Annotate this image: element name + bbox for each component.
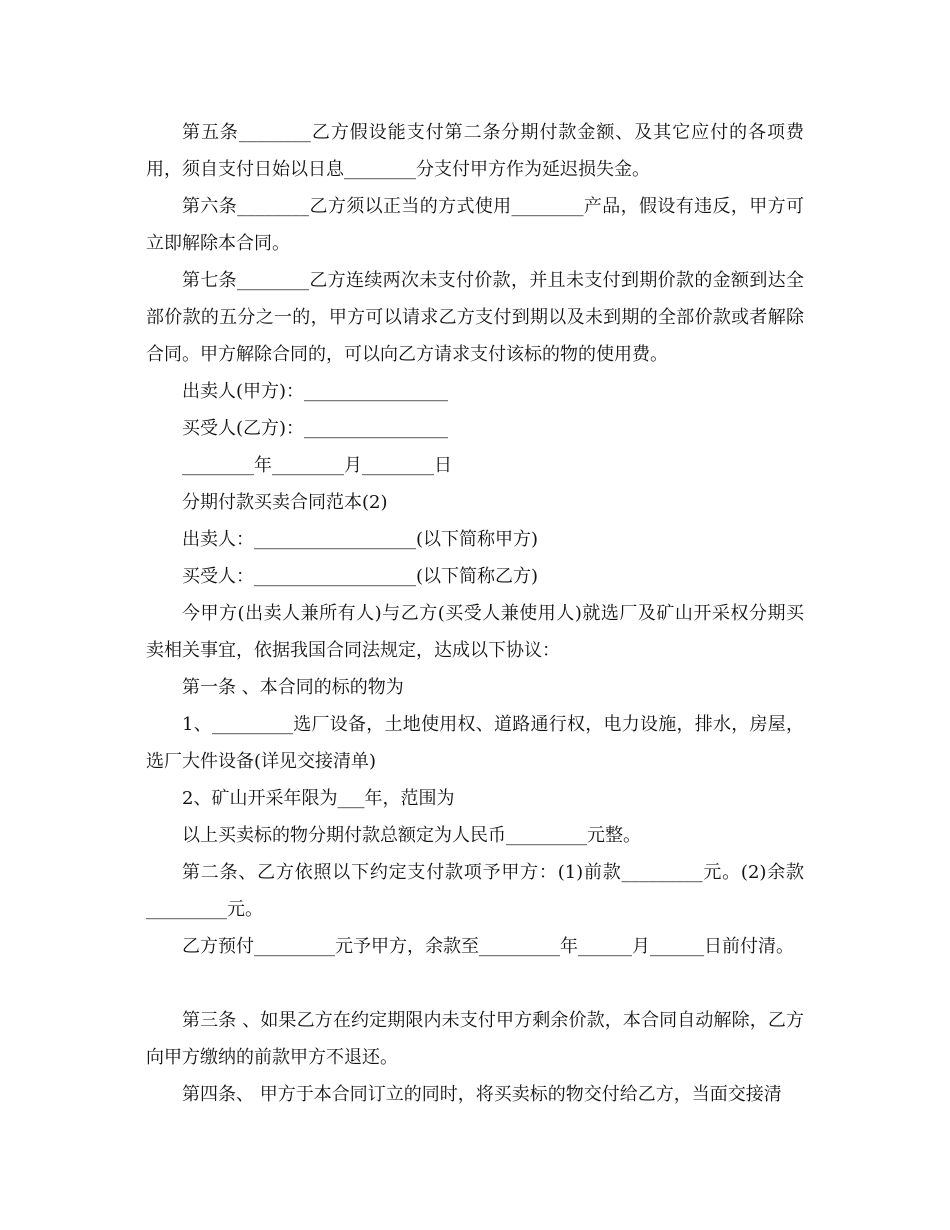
seller-line: 出卖人：__________________(以下简称甲方) (182, 529, 539, 550)
preamble: 今甲方(出卖人兼所有人)与乙方(买受人兼使用人)就选厂及矿山开采权分期买卖相关事宜，依据我国合同法规定，达成以下协议： (146, 603, 804, 661)
date-line: ________年________月________日 (182, 455, 452, 476)
buyer-signature-line: 买受人(乙方)：________________ (182, 418, 449, 439)
clause-6: 第六条________乙方须以正当的方式使用________产品，假设有违反，甲方可立即解除本合同。 (146, 196, 804, 254)
clause-1-item-1: 1、_________选厂设备，土地使用权、道路通行权，电力设施，排水，房屋，选厂大件设备(详见交接清单) (146, 714, 804, 772)
seller-signature-line: 出卖人(甲方)：________________ (182, 381, 449, 402)
buyer-line: 买受人：__________________(以下简称乙方) (182, 566, 539, 587)
clause-1-heading: 第一条 、本合同的标的物为 (182, 677, 404, 698)
section-title: 分期付款买卖合同范本(2) (182, 492, 388, 513)
clause-7: 第七条________乙方连续两次未支付价款，并且未支付到期价款的金额到达全部价款的五分之一的，甲方可以请求乙方支付到期以及未到期的全部价款或者解除合同。甲方解除合同的，可以向乙方请求支付该标的物的使用费。 (146, 270, 804, 365)
clause-3: 第三条 、如果乙方在约定期限内未支付甲方剩余价款，本合同自动解除，乙方向甲方缴纳的前款甲方不退还。 (146, 1010, 804, 1068)
total-amount-line: 以上买卖标的物分期付款总额定为人民币_________元整。 (182, 825, 641, 846)
clause-5: 第五条________乙方假设能支付第二条分期付款金额、及其它应付的各项费用，须自支付日始以日息________分支付甲方作为延迟损失金。 (146, 122, 804, 180)
clause-4: 第四条、 甲方于本合同订立的同时，将买卖标的物交付给乙方，当面交接清 (182, 1084, 782, 1105)
prepayment-line: 乙方预付_________元予甲方，余款至_________年______月______日前付清。 (182, 936, 794, 957)
clause-1-item-2: 2、矿山开采年限为___年，范围为 (182, 788, 455, 809)
clause-2: 第二条、乙方依照以下约定支付款项予甲方：(1)前款_________元。(2)余款_________元。 (146, 862, 804, 920)
